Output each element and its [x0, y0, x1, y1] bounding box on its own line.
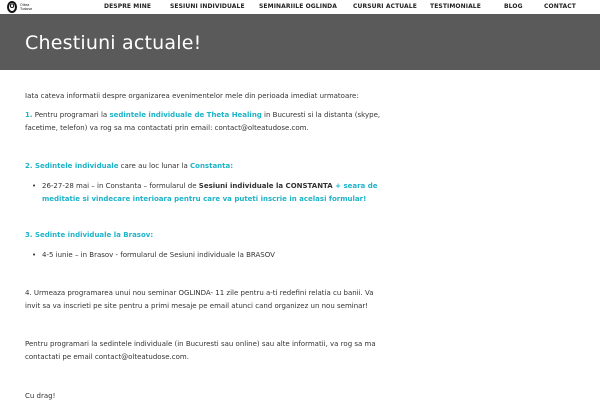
nav-item-seminariile-oglinda[interactable]: SEMINARIILE OGLINDA — [259, 3, 338, 10]
brasov-link[interactable]: 3. Sedinte individuale la Brasov — [25, 231, 151, 239]
nav-item-testimoniale[interactable]: TESTIMONIALE — [430, 3, 481, 10]
list-item — [25, 180, 385, 205]
brasov-list — [25, 249, 385, 262]
bullet-1-accent: + seara de meditatie si vindecare interioara pentru care va puteti inscrie in acelasi formular! — [42, 182, 378, 203]
bullet-2-text: 4-5 iunie – in Brasov - formularul de Sesiuni individuale la BRASOV — [42, 251, 275, 259]
item-1-text-b: in Bucuresti si la distanta (skype, facetime, telefon) va rog sa ma contactati prin email: contact@olteatudose.com. — [25, 111, 381, 132]
intro-paragraph: Iata cateva informatii despre organizarea evenimentelor mele din perioada imediat urmatoare: — [25, 92, 359, 100]
closing-text: Cu drag! — [25, 392, 56, 400]
page-header-banner — [0, 14, 600, 70]
constanta-list — [25, 180, 385, 205]
nav-item-despre-mine[interactable]: DESPRE MINE — [104, 3, 152, 10]
logo-text: Oltea Tudose — [20, 3, 33, 11]
sedintele-individuale-link[interactable]: 2. Sedintele individuale — [25, 162, 119, 170]
nav-item-cursuri-actuale[interactable]: CURSURI ACTUALE — [353, 3, 417, 10]
contact-paragraph: Pentru programari la sedintele individuale (in Bucuresti sau online) sau alte informatii, va rog sa ma contactati pe email contact@olteatudose.com. — [25, 340, 376, 361]
nav-item-sesiuni-individuale[interactable]: SESIUNI INDIVIDUALE — [170, 3, 245, 10]
constanta-link[interactable]: Constanta — [190, 162, 231, 170]
item-2-colon: : — [230, 162, 234, 170]
item-2-text: care au loc lunar la — [118, 162, 190, 170]
theta-healing-link[interactable]: sedintele individuale de Theta Healing — [109, 111, 262, 119]
top-navigation-bar — [0, 0, 600, 14]
constanta-form-link[interactable]: Sesiuni individuale la CONSTANTA — [198, 182, 333, 190]
item-3-paragraph — [25, 229, 385, 242]
item-1-number: 1. — [25, 111, 33, 119]
item-1-paragraph — [25, 109, 385, 134]
page-title: Chestiuni actuale! — [25, 32, 202, 54]
logo-icon: O — [7, 1, 17, 13]
site-logo[interactable] — [7, 1, 34, 13]
item-1-text-a: Pentru programari la — [32, 111, 110, 119]
item-2-paragraph — [25, 160, 385, 173]
nav-item-blog[interactable]: BLOG — [504, 3, 523, 10]
list-item — [25, 249, 385, 262]
item-3-colon: : — [150, 231, 154, 239]
item-4-paragraph: 4. Urmeaza programarea unui nou seminar OGLINDA- 11 zile pentru a-ti redefini relatia cu banii. Va invit sa va inscrieti pe site pentru a primi mesaje pe email atunci cand organizez un nou seminar! — [25, 289, 374, 310]
bullet-1-text: 26-27-28 mai – in Constanta – formularul de — [42, 182, 199, 190]
nav-item-contact[interactable]: CONTACT — [544, 3, 576, 10]
